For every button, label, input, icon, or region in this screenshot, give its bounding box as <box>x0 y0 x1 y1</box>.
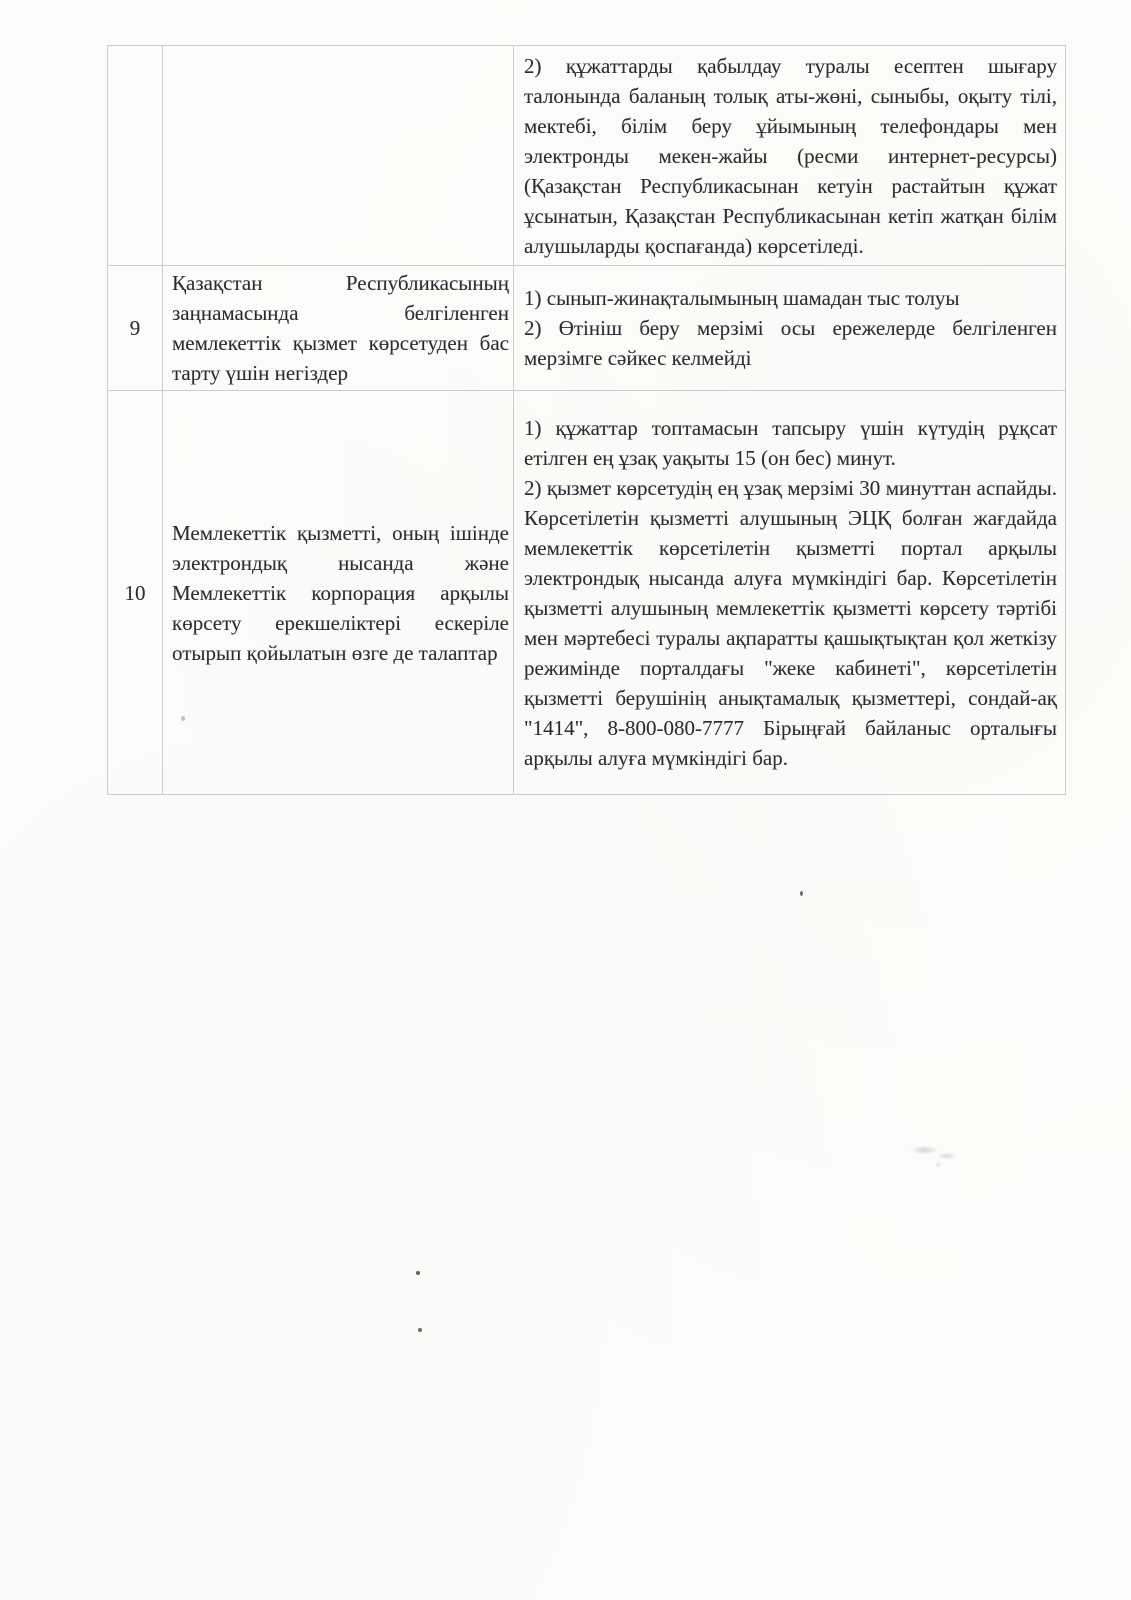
row-number-cell <box>108 46 163 266</box>
service-standard-table <box>107 45 1066 795</box>
content-paragraph: 1) құжаттар топтамасын тапсыру үшін күтудің рұқсат етілген ең ұзақ уақыты 15 (он бес) минут. <box>524 415 1057 470</box>
content-paragraph: 2) қызмет көрсетудің ең ұзақ мерзімі 30 минуттан аспайды. Көрсетілетін қызметті алушының ЭЦҚ болған жағдайда мемлекеттік көрсетілетін қызметті портал арқылы электрондық нысанда алуға мүмкіндігі бар. Көрсетілетін қызметті алушының мемлекеттік қызметті көрсету тәртібі мен мәртебесі туралы ақпаратты қашықтықтан қол жеткізу режимінде порталдағы "жеке кабинеті", көрсетілетін қызметті берушінің анықтамалық қызметтері, сондай-ақ "1414", 8-800-080-7777 Бірыңғай байланыс орталығы арқылы алуға мүмкіндігі бар. <box>524 475 1057 770</box>
table-row-9 <box>108 266 1066 391</box>
row-number-cell: 9 <box>108 266 163 391</box>
row-number-cell: 10 <box>108 391 163 795</box>
content-paragraph: 2) Өтініш беру мерзімі осы ережелерде белгіленген мерзімге сәйкес келмейді <box>524 316 1057 370</box>
content-cell <box>514 46 1066 266</box>
criteria-cell: Қазақстан Республикасының заңнамасында белгіленген мемлекеттік қызмет көрсетуден бас тарту үшін негіздер <box>163 266 514 391</box>
criteria-cell <box>163 46 514 266</box>
table-row-continuation <box>108 46 1066 266</box>
criteria-cell: Мемлекеттік қызметті, оның ішінде электрондық нысанда және Мемлекеттік корпорация арқылы көрсету ерекшеліктері ескеріле отырып қойылатын өзге де талаптар <box>163 391 514 795</box>
scan-speck <box>416 1271 420 1275</box>
table-row-10 <box>108 391 1066 795</box>
content-paragraph: 1) сынып-жинақталымының шамадан тыс толуы <box>524 286 960 310</box>
scan-speck <box>418 1328 422 1332</box>
content-cell <box>514 266 1066 391</box>
scan-smudge <box>908 1138 963 1168</box>
content-cell <box>514 391 1066 795</box>
scan-speck <box>800 891 803 896</box>
content-paragraph: 2) құжаттарды қабылдау туралы есептен шығару талонында баланың толық аты-жөні, сыныбы, оқыту тілі, мектебі, білім беру ұйымының телефондары мен электронды мекен-жайы (ресми интернет-ресурсы) (Қазақстан Республикасынан кетуін растайтын құжат ұсынатын, Қазақстан Республикасынан кетіп жатқан білім алушыларды қоспағанда) көрсетіледі. <box>524 53 1057 258</box>
